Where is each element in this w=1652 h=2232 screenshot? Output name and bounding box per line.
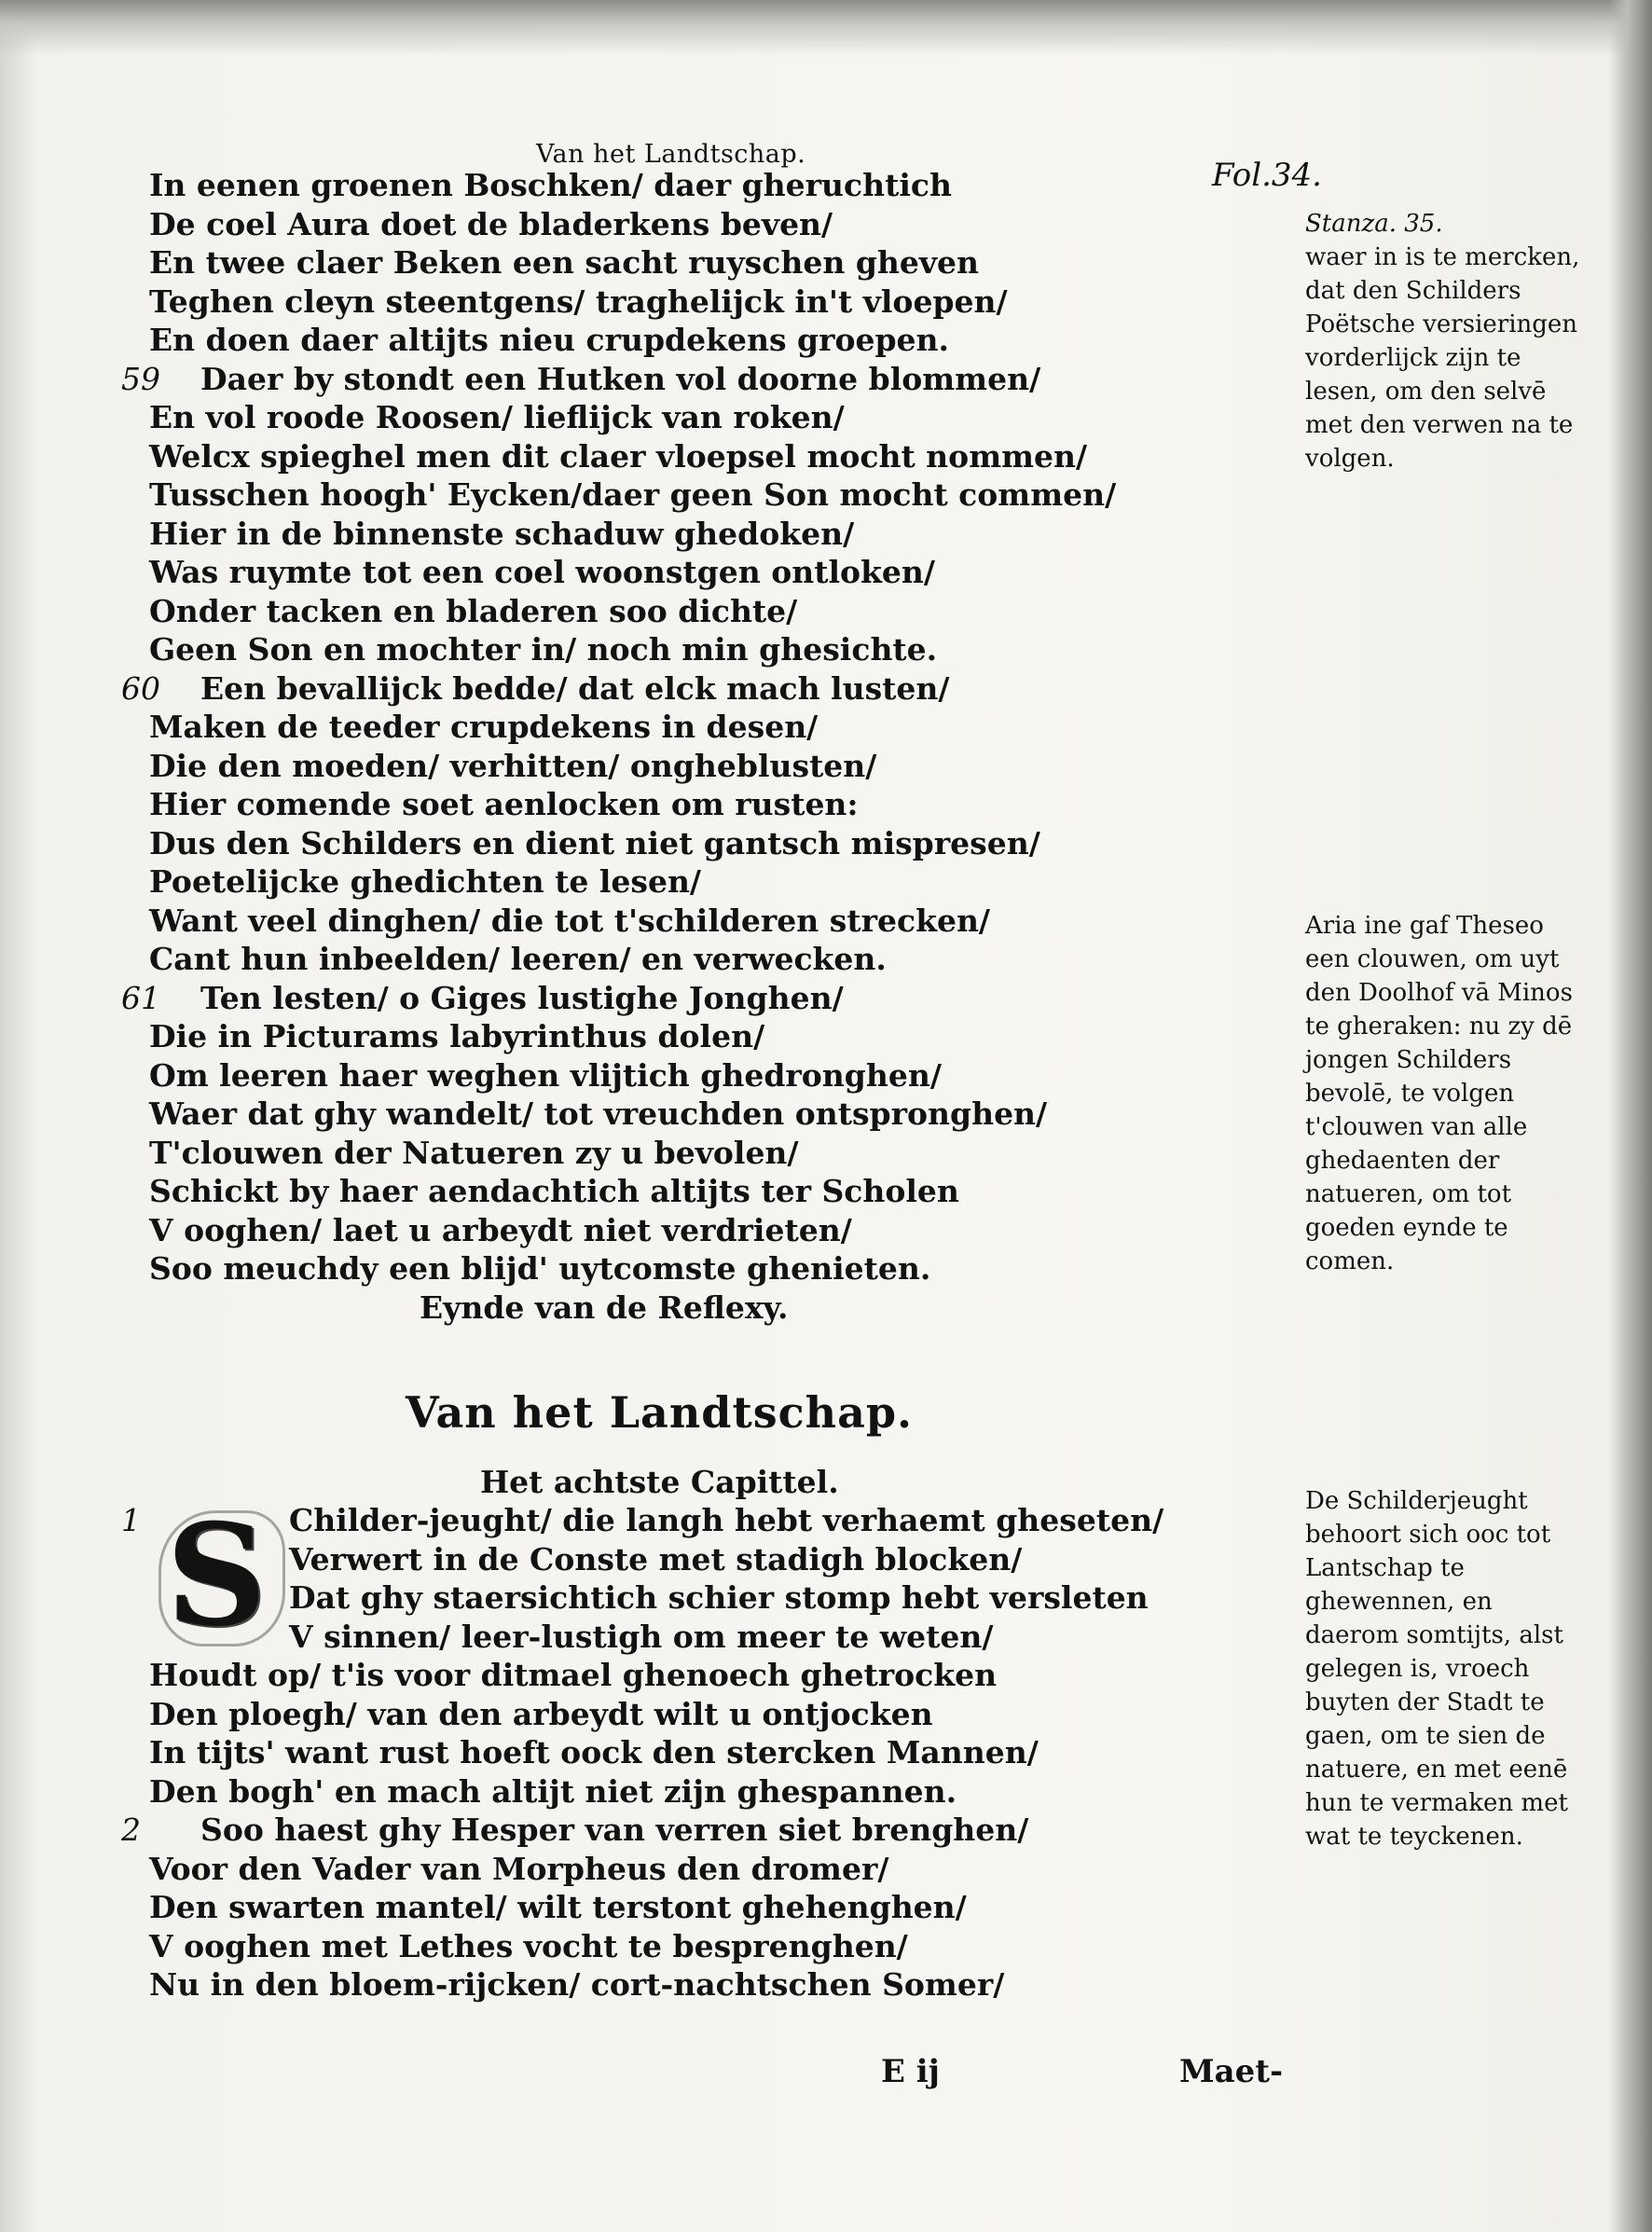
stanza-number: 61 <box>121 979 160 1016</box>
verse-line <box>126 1095 1151 1134</box>
drop-cap-initial: S <box>166 1494 268 1658</box>
verse-text: En twee claer Beken een sacht ruyschen gheven <box>149 244 980 281</box>
verse-line <box>126 243 1151 282</box>
verse-line <box>121 1811 1151 1850</box>
verse-text: Die den moeden/ verhitten/ ongheblusten/ <box>149 747 877 784</box>
verse-line <box>126 475 1151 515</box>
verse-text: Welcx spieghel men dit claer vloepsel mocht nommen/ <box>149 437 1088 475</box>
verse-text: Want veel dinghen/ die tot t'schilderen strecken/ <box>149 902 990 939</box>
margin-note-1 <box>1305 207 1585 475</box>
verse-text: Ten lesten/ o Giges lustighe Jonghen/ <box>200 979 844 1016</box>
verse-text: Cant hun inbeelden/ leeren/ en verwecken. <box>149 941 887 977</box>
verse-text: Dus den Schilders en dient niet gantsch mispresen/ <box>149 824 1040 861</box>
verse-line <box>126 1249 1151 1288</box>
verse-line <box>126 1540 1151 1579</box>
verse-line <box>126 1695 1151 1734</box>
verse-text: Hier in de binnenste schaduw ghedoken/ <box>149 515 855 552</box>
verse-text: Teghen cleyn steentgens/ traghelijck in't vloepen/ <box>149 282 1008 320</box>
verse-text: Onder tacken en bladeren soo dichte/ <box>149 592 798 629</box>
verse-line <box>121 979 1151 1018</box>
verse-text: Nu in den bloem-rijcken/ cort-nachtschen Somer/ <box>149 1966 1005 2003</box>
verse-text: V ooghen met Lethes vocht te besprenghen/ <box>149 1927 908 1964</box>
verse-text: Soo haest ghy Hesper van verren siet brenghen/ <box>200 1812 1029 1848</box>
verse-text: En doen daer altijts nieu crupdekens groepen. <box>149 322 950 358</box>
verse-text: Geen Son en mochter in/ noch min ghesichte. <box>149 631 938 668</box>
verse-line <box>126 1927 1151 1966</box>
verse-line <box>126 592 1151 631</box>
verse-line <box>126 940 1151 979</box>
verse-text: Daer by stondt een Hutken vol doorne blommen/ <box>200 360 1041 397</box>
verse-line <box>126 1772 1151 1812</box>
margin-note-text: waer in is te mercken, dat den Schilders Poëtsche versieringen vorderlijck zijn te lesen, om den selvē met den verwen na te volgen. <box>1305 243 1580 473</box>
verse-line <box>126 1618 1151 1657</box>
verse-line <box>126 1733 1151 1772</box>
verse-line <box>126 1965 1151 2005</box>
signature-mark: E ij <box>881 2053 940 2090</box>
verse-line <box>126 1211 1151 1250</box>
verse-line <box>121 1501 1164 1540</box>
verse-text: Hier comende soet aenlocken om rusten: <box>149 786 859 822</box>
verse-line <box>126 166 1151 205</box>
verse-line <box>121 360 1151 399</box>
verse-block-landtschap <box>121 1494 1164 2005</box>
verse-line <box>126 862 1151 902</box>
verse-text: In eenen groenen Boschken/ daer gheruchtich <box>149 167 952 203</box>
end-line: Eynde van de Reflexy. <box>420 1288 789 1326</box>
page-edge-shadow <box>1609 0 1652 2232</box>
verse-text: Verwert in de Conste met stadigh blocken/ <box>289 1540 1023 1578</box>
verse-text: Houdt op/ t'is voor ditmael ghenoech ghetrocken <box>149 1657 998 1693</box>
verse-text: Schickt by haer aendachtich altijts ter Scholen <box>149 1173 959 1209</box>
verse-line <box>121 669 1151 709</box>
verse-line <box>126 1172 1151 1211</box>
verse-line <box>126 437 1151 476</box>
verse-text: Die in Picturams labyrinthus dolen/ <box>149 1018 765 1054</box>
verse-text: En vol roode Roosen/ lieflijck van roken/ <box>149 399 845 435</box>
page-top-shadow <box>0 0 1652 56</box>
verse-line <box>126 1888 1151 1927</box>
verse-line <box>126 785 1151 824</box>
verse-line <box>126 902 1151 941</box>
verse-text: Den bogh' en mach altijt niet zijn ghespannen. <box>149 1772 957 1810</box>
verse-text: Waer dat ghy wandelt/ tot vreuchden ontspronghen/ <box>149 1095 1048 1132</box>
verse-text: In tijts' want rust hoeft oock den stercken Mannen/ <box>149 1734 1039 1770</box>
verse-line <box>126 515 1151 554</box>
verse-line <box>126 1134 1151 1173</box>
verse-text: Soo meuchdy een blijd' uytcomste ghenieten. <box>149 1250 931 1287</box>
verse-text: Voor den Vader van Morpheus den dromer/ <box>149 1850 889 1887</box>
margin-note-3 <box>1305 1484 1585 1853</box>
verse-text: Dat ghy staersichtich schier stomp hebt versleten <box>289 1579 1149 1616</box>
verse-text: Tusschen hoogh' Eycken/daer geen Son mocht commen/ <box>149 476 1117 513</box>
verse-text: Den ploegh/ van den arbeydt wilt u ontjocken <box>149 1695 933 1732</box>
stanza-number: 1 <box>121 1502 141 1538</box>
folio-number: Fol.34. <box>1212 157 1322 194</box>
section-title: Van het Landtschap. <box>406 1387 914 1438</box>
margin-note-2 <box>1305 909 1585 1278</box>
margin-note-text: De Schilderjeught behoort sich ooc tot Lantschap te ghewennen, en daerom somtijts, alst gelegen is, vroech buyten der Stadt te gaen, om te sien de natuere, en met eenē hun te vermaken met wat te teyckenen. <box>1305 1487 1568 1851</box>
verse-text: Om leeren haer weghen vlijtich ghedronghen/ <box>149 1056 942 1094</box>
stanza-number: 60 <box>121 669 160 707</box>
verse-block-reflexy <box>121 166 1151 1327</box>
verse-line <box>126 321 1151 360</box>
verse-line <box>126 205 1151 244</box>
margin-note-head: Stanza. 35. <box>1305 210 1443 238</box>
verse-text: T'clouwen der Natueren zy u bevolen/ <box>149 1134 799 1171</box>
chapter-title: Het achtste Capittel. <box>480 1464 839 1500</box>
verse-text: V sinnen/ leer-lustigh om meer te weten/ <box>289 1618 994 1655</box>
verse-text: De coel Aura doet de bladerkens beven/ <box>149 205 833 242</box>
verse-line <box>126 824 1151 863</box>
verse-line <box>126 1578 1151 1618</box>
verse-text: Een bevallijck bedde/ dat elck mach lusten/ <box>200 669 950 707</box>
verse-text: Was ruymte tot een coel woonstgen ontloken/ <box>149 554 935 590</box>
verse-line <box>126 282 1151 322</box>
verse-text: Poetelijcke ghedichten te lesen/ <box>149 863 701 900</box>
catchword: Maet- <box>1179 2053 1284 2090</box>
verse-text: Den swarten mantel/ wilt terstont ghehenghen/ <box>149 1889 967 1925</box>
verse-line <box>126 1056 1151 1095</box>
stanza-number: 2 <box>121 1812 141 1848</box>
verse-line <box>126 398 1151 437</box>
verse-line <box>126 1850 1151 1889</box>
verse-line <box>126 1017 1151 1056</box>
verse-text: Childer-jeught/ die langh hebt verhaemt gheseten/ <box>289 1502 1164 1538</box>
verse-text: Maken de teeder crupdekens in desen/ <box>149 709 819 745</box>
verse-line <box>126 1656 1151 1695</box>
verse-text: V ooghen/ laet u arbeydt niet verdrieten/ <box>149 1211 852 1248</box>
verse-line <box>126 553 1151 592</box>
verse-line <box>126 747 1151 786</box>
margin-note-text: Aria ine gaf Theseo een clouwen, om uyt den Doolhof vā Minos te gheraken: nu zy dē jongen Schilders bevolē, te volgen t'clouwen van alle ghedaenten der natueren, om tot goeden eynde te comen. <box>1305 912 1573 1275</box>
stanza-number: 59 <box>121 360 160 397</box>
verse-line <box>126 630 1151 669</box>
verse-line <box>126 708 1151 747</box>
running-head: Van het Landtschap. <box>536 140 806 169</box>
